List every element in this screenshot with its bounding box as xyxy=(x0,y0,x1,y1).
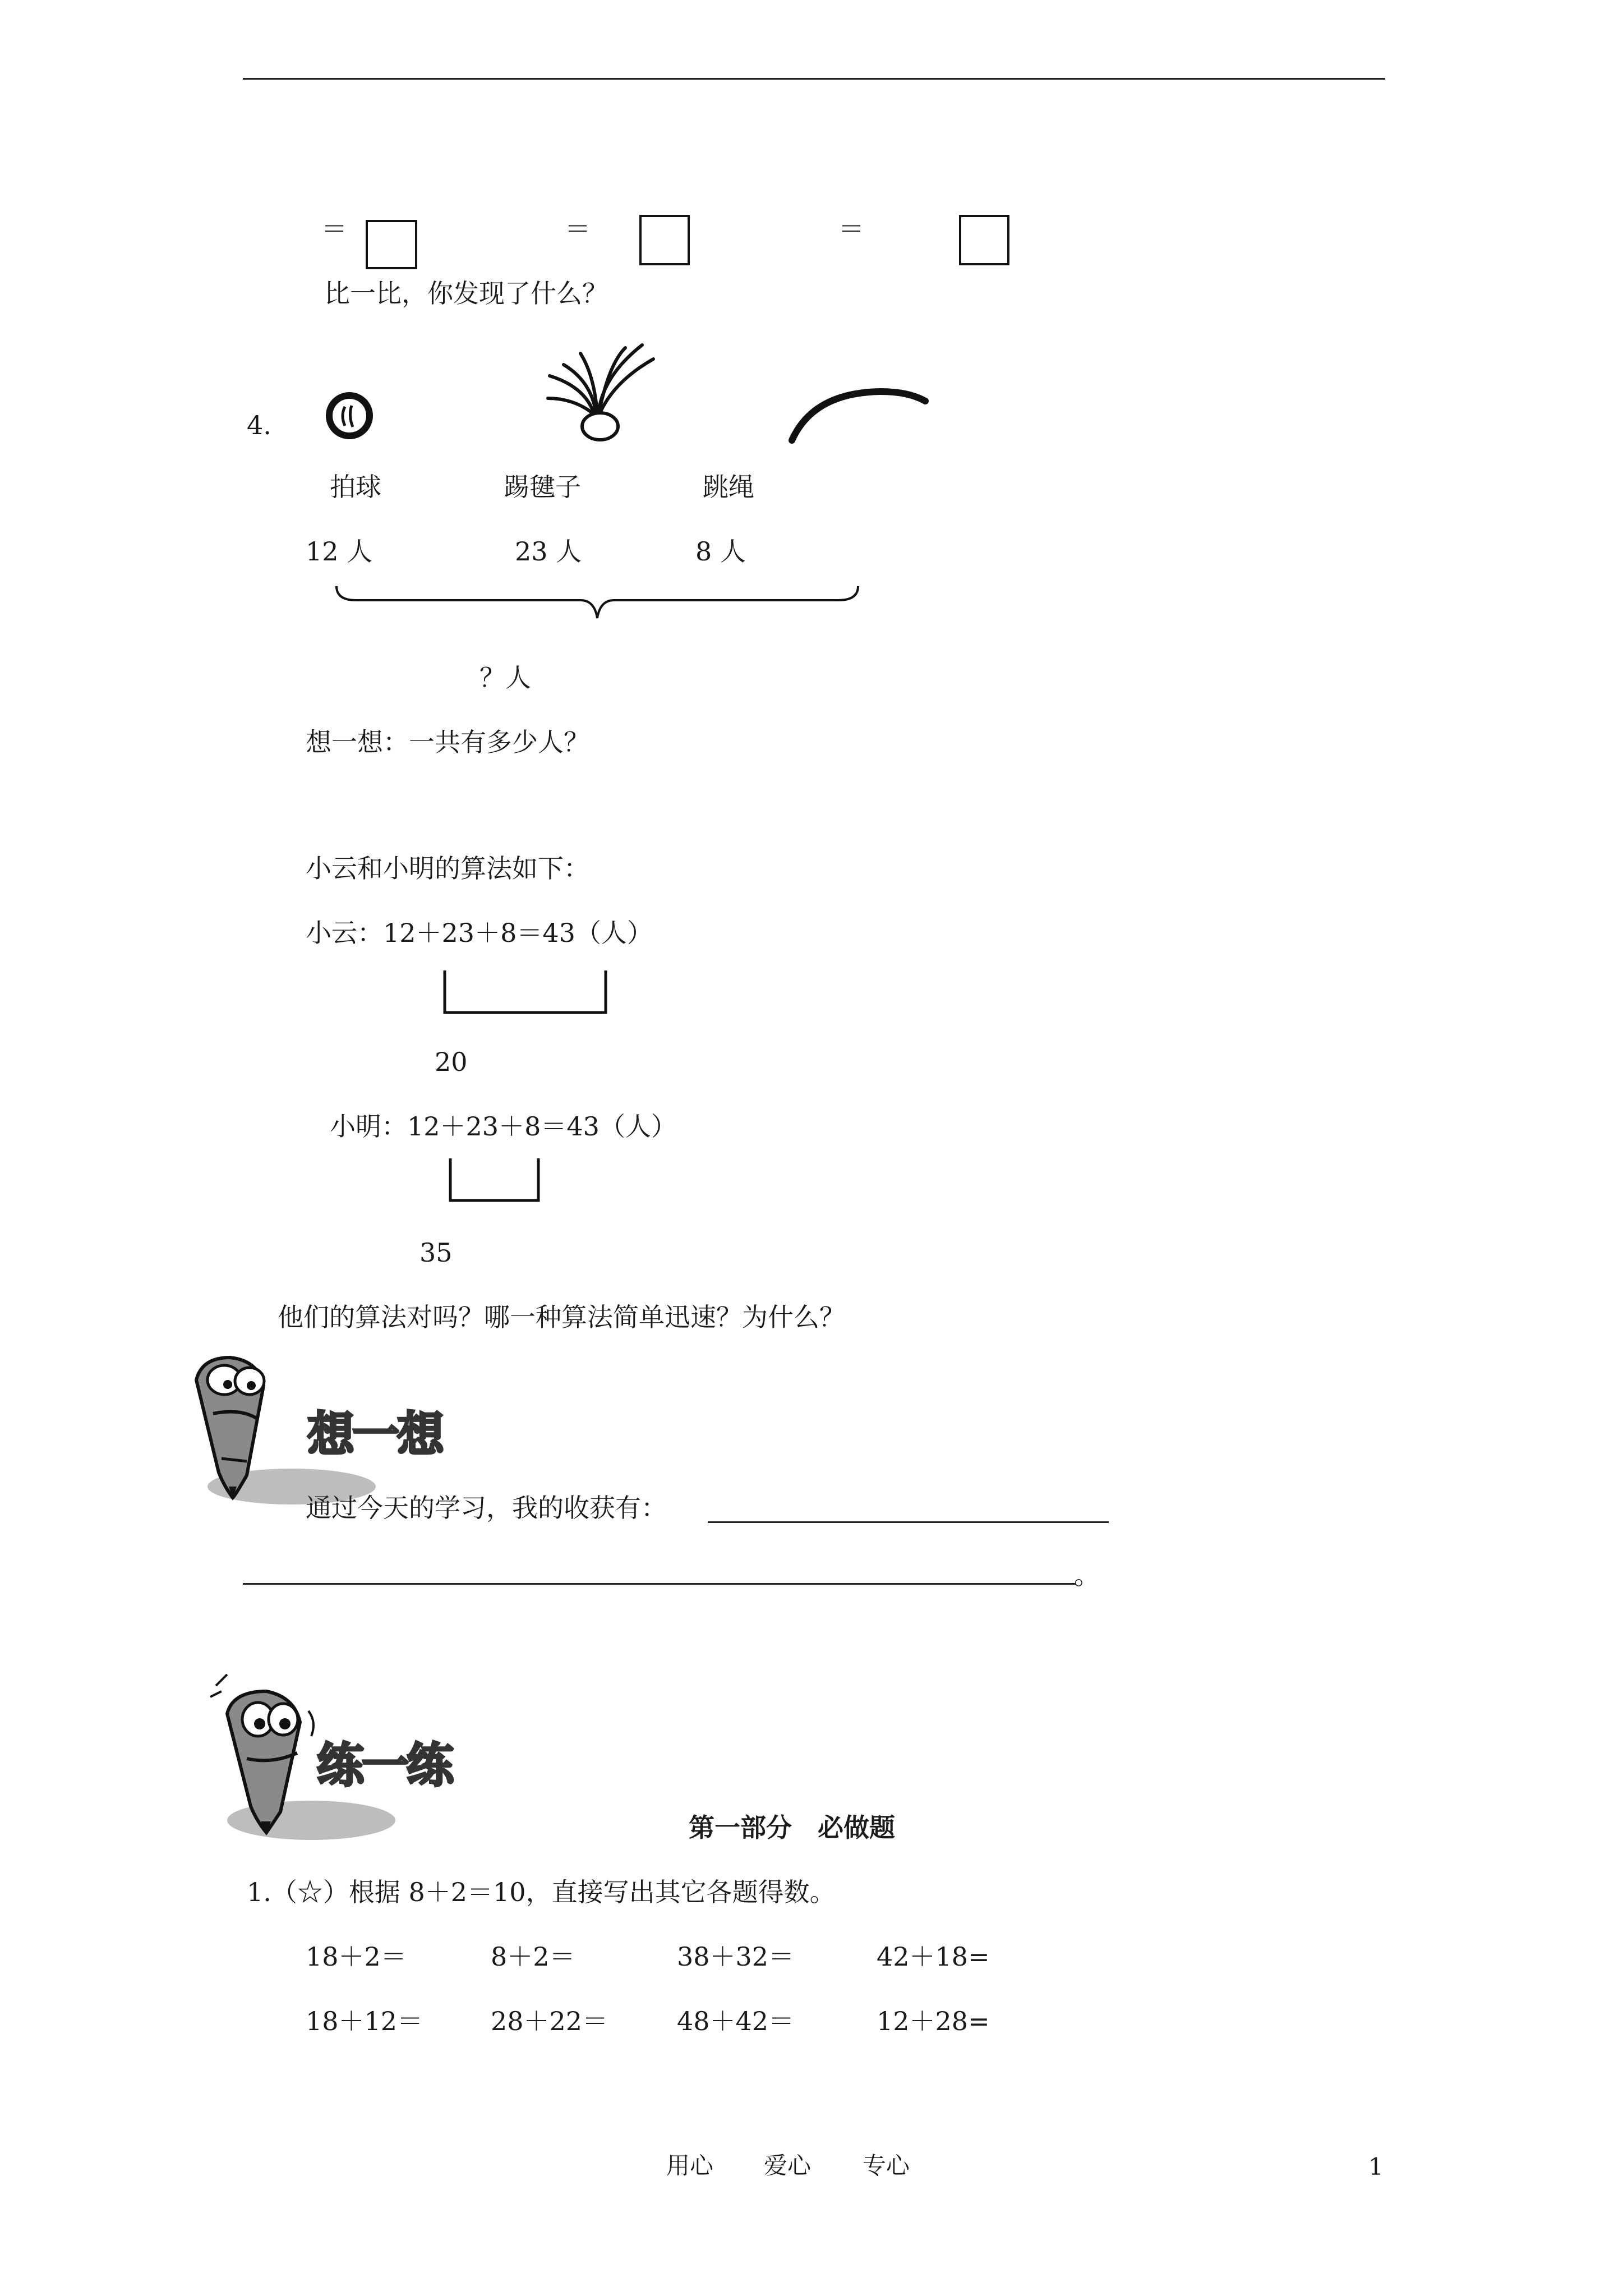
answer-box-3[interactable] xyxy=(959,215,1009,265)
methods-intro: 小云和小明的算法如下： xyxy=(306,853,589,884)
practice-banner-title: 练一练 xyxy=(317,1738,452,1793)
page-number: 1 xyxy=(1368,2153,1384,2180)
xiaoyun-equation: 小云：12＋23＋8＝43（人） xyxy=(306,918,653,948)
problem-4-question: 想一想：一共有多少人？ xyxy=(306,727,589,757)
activity-label-jump-rope: 跳绳 xyxy=(703,472,754,502)
xiaoyun-grouping-bracket xyxy=(443,970,611,1015)
total-brace xyxy=(334,583,861,623)
jump-rope-icon xyxy=(785,387,931,443)
answer-box-2[interactable] xyxy=(639,215,690,265)
equals-sign-1: ＝ xyxy=(321,214,347,244)
exercise-r1c2: 8＋2＝ xyxy=(491,1941,575,1972)
answer-end-mark: 。 xyxy=(1074,1560,1100,1590)
xiaoming-equation: 小明：12＋23＋8＝43（人） xyxy=(330,1111,677,1142)
ball-icon xyxy=(322,390,379,440)
answer-line-1[interactable] xyxy=(708,1521,1109,1523)
activity-label-shuttlecock: 踢毽子 xyxy=(504,472,581,502)
xiaoming-grouping-bracket xyxy=(449,1158,544,1203)
followup-question: 他们的算法对吗？哪一种算法简单迅速？为什么？ xyxy=(278,1302,845,1332)
footer-item-aixin: 爱心 xyxy=(764,2152,811,2179)
xiaoyun-partial-sum: 20 xyxy=(435,1047,468,1077)
total-label: ？人 xyxy=(479,662,531,693)
exercise-r2c3: 48＋42＝ xyxy=(677,2006,795,2036)
exercise-r2c1: 18＋12＝ xyxy=(306,2006,423,2036)
compare-prompt: 比一比，你发现了什么？ xyxy=(324,278,608,309)
equals-sign-3: ＝ xyxy=(838,214,864,244)
learning-gains-prompt: 通过今天的学习，我的收获有： xyxy=(306,1493,667,1523)
equals-sign-2: ＝ xyxy=(565,214,591,244)
answer-line-2[interactable] xyxy=(243,1583,1076,1585)
header-rule xyxy=(243,78,1385,80)
problem-4-number: 4. xyxy=(247,410,271,440)
question-1-text: 1.（☆）根据 8＋2＝10，直接写出其它各题得数。 xyxy=(247,1877,836,1907)
exercise-r1c4: 42＋18= xyxy=(877,1941,990,1972)
footer-item-yongxin: 用心 xyxy=(666,2152,714,2179)
think-banner-title: 想一想 xyxy=(307,1407,442,1462)
shuttlecock-icon xyxy=(547,342,659,443)
count-shuttlecock: 23 人 xyxy=(515,536,582,567)
part-title: 第一部分 必做题 xyxy=(689,1812,895,1843)
activity-label-ball: 拍球 xyxy=(330,472,381,502)
exercise-r2c4: 12＋28= xyxy=(877,2006,990,2036)
count-jump-rope: 8 人 xyxy=(695,536,746,567)
exercise-r1c1: 18＋2＝ xyxy=(306,1941,407,1972)
exercise-r1c3: 38＋32＝ xyxy=(677,1941,795,1972)
exercise-r2c2: 28＋22＝ xyxy=(491,2006,608,2036)
footer-item-zhuanxin: 专心 xyxy=(863,2152,910,2179)
answer-box-1[interactable] xyxy=(366,220,417,269)
xiaoming-partial-sum: 35 xyxy=(419,1237,453,1268)
count-ball: 12 人 xyxy=(306,536,373,567)
